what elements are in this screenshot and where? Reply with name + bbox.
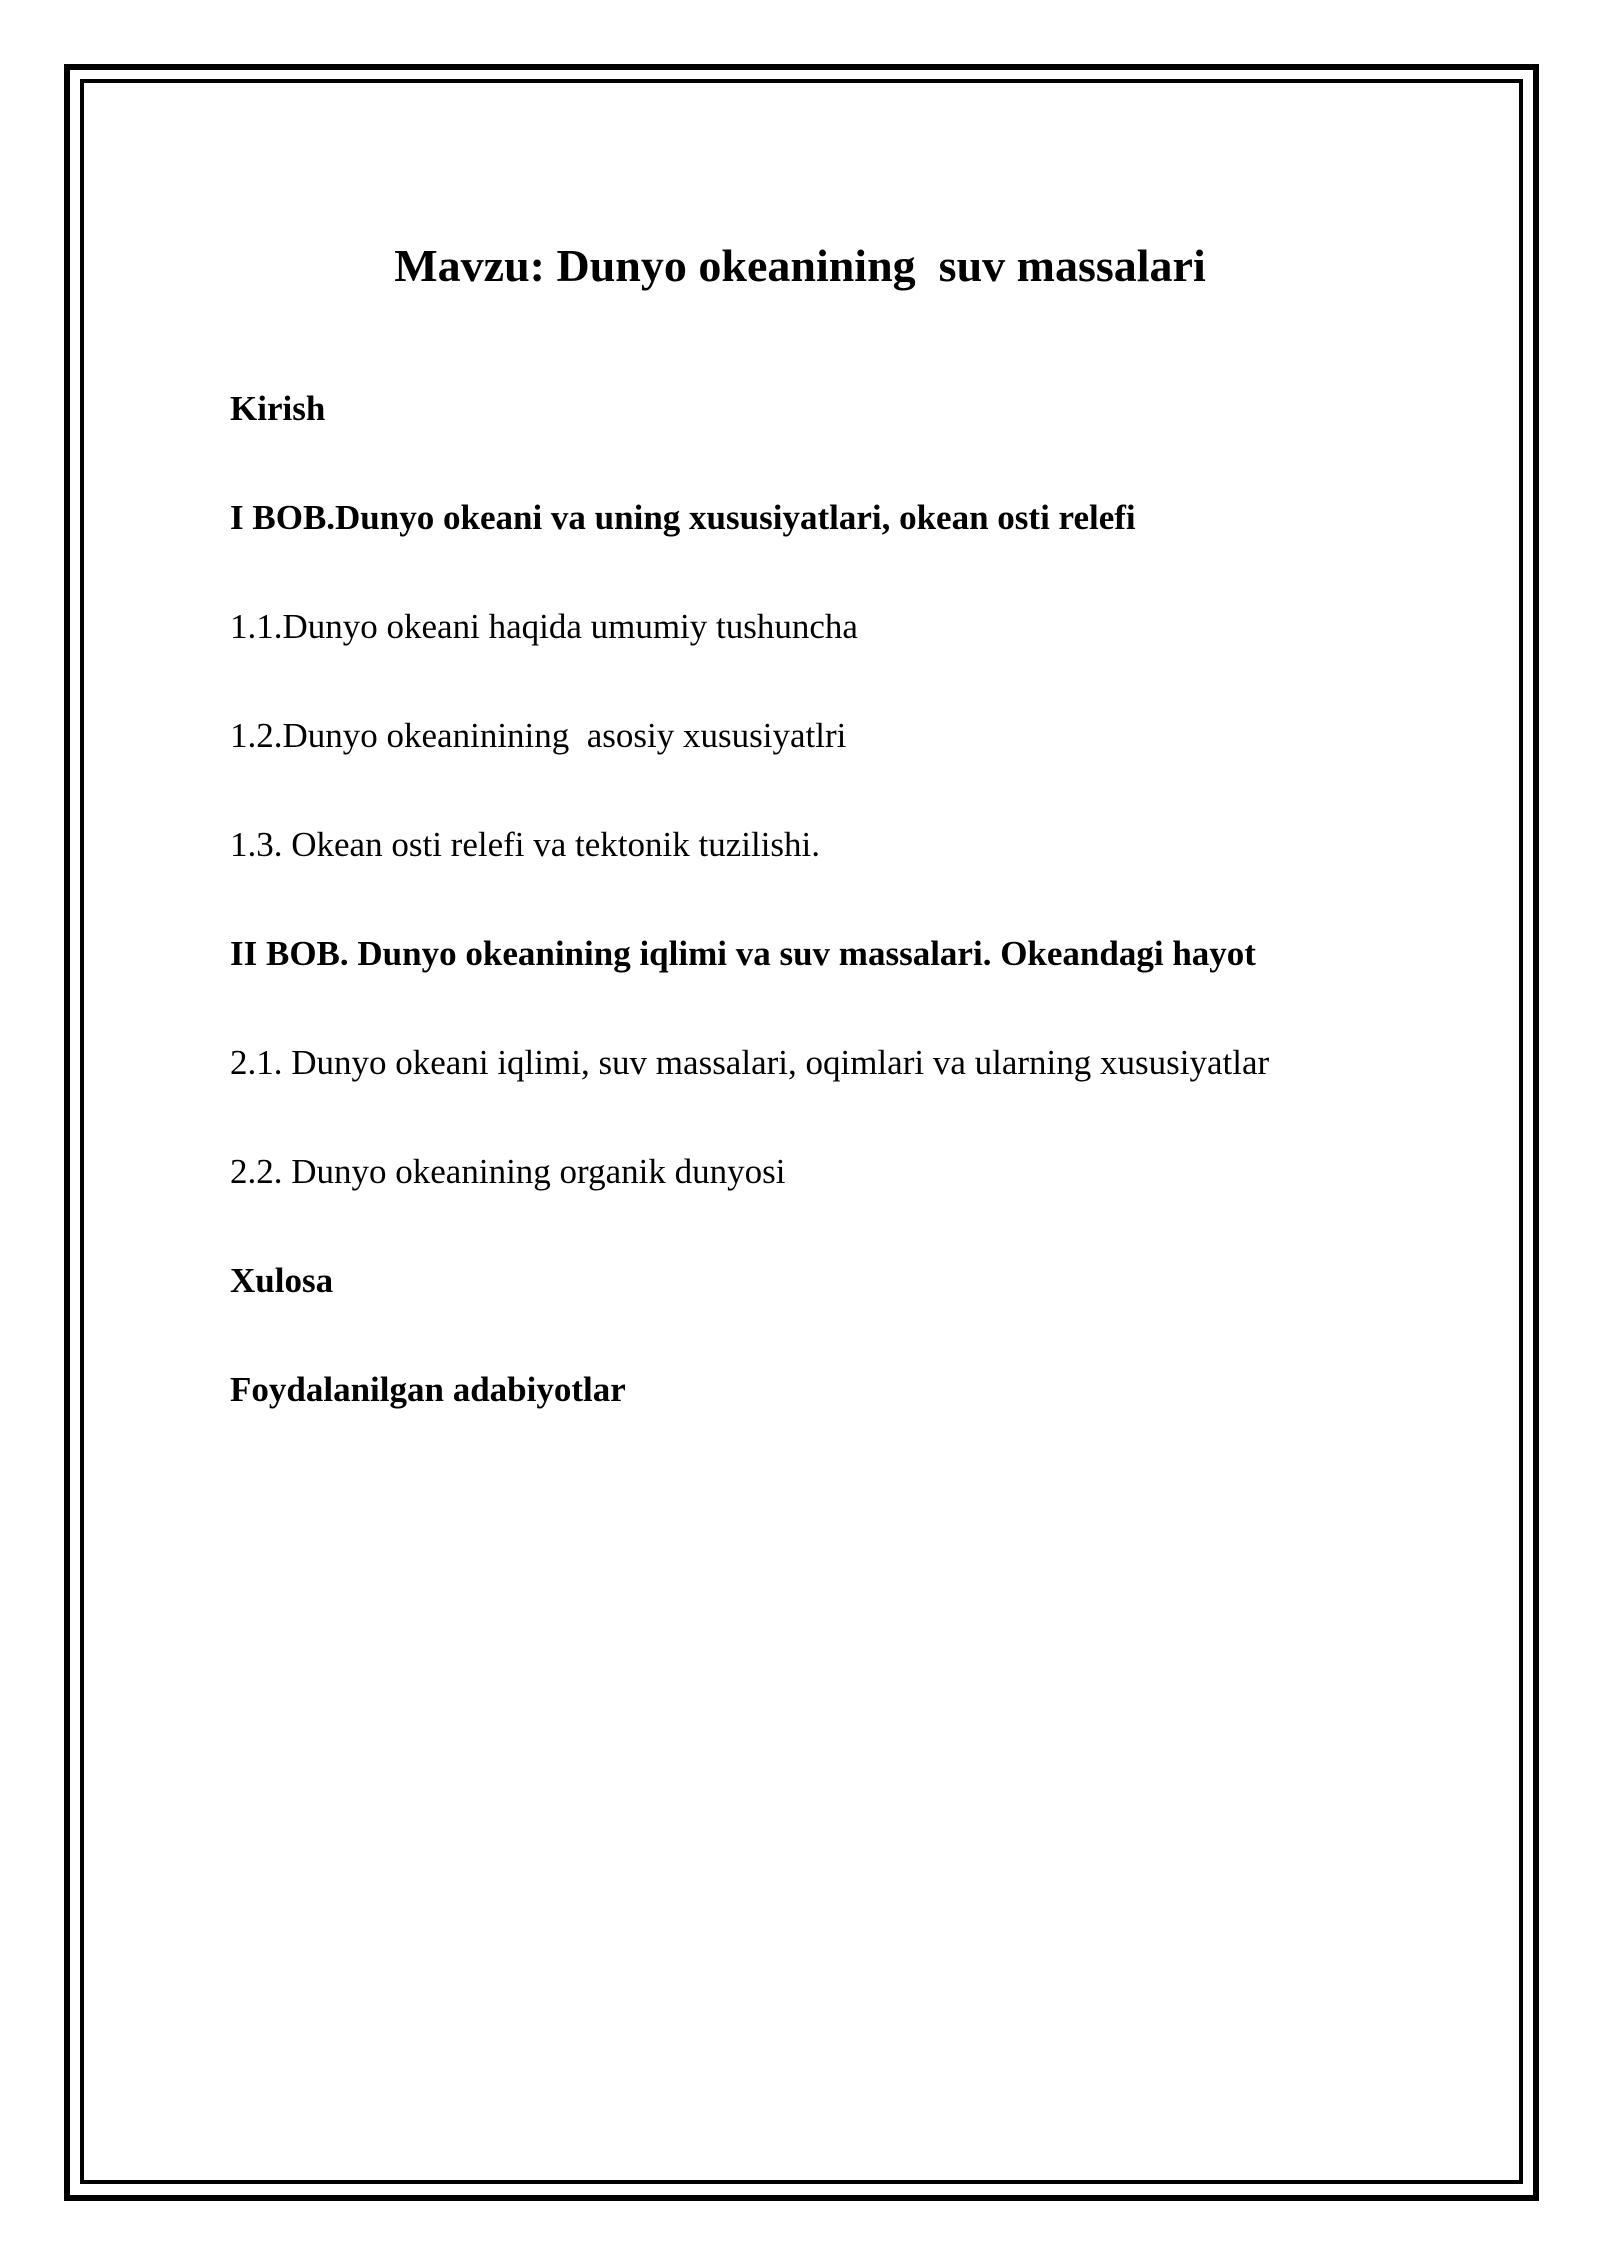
toc-item-chapter-2: II BOB. Dunyo okeanining iqlimi va suv massalari. Okeandagi hayot [230,934,1256,973]
toc-item-section-1-3: 1.3. Okean osti relefi va tektonik tuzilishi. [230,825,821,864]
toc-item-conclusion: Xulosa [230,1261,334,1300]
toc-item-chapter-1: I BOB.Dunyo okeani va uning xususiyatlari, okean osti relefi [230,498,1136,537]
toc-item-section-1-1: 1.1.Dunyo okeani haqida umumiy tushuncha [230,607,858,646]
toc-item-section-1-2: 1.2.Dunyo okeaninining asosiy xususiyatlri [230,716,847,755]
toc-item-section-2-2: 2.2. Dunyo okeanining organik dunyosi [230,1152,786,1191]
toc-item-references: Foydalanilgan adabiyotlar [230,1370,626,1409]
toc-item-section-2-1: 2.1. Dunyo okeani iqlimi, suv massalari, oqimlari va ularning xususiyatlar [230,1043,1270,1082]
toc-item-introduction: Kirish [230,389,326,428]
document-title: Mavzu: Dunyo okeanining suv massalari [394,240,1206,291]
